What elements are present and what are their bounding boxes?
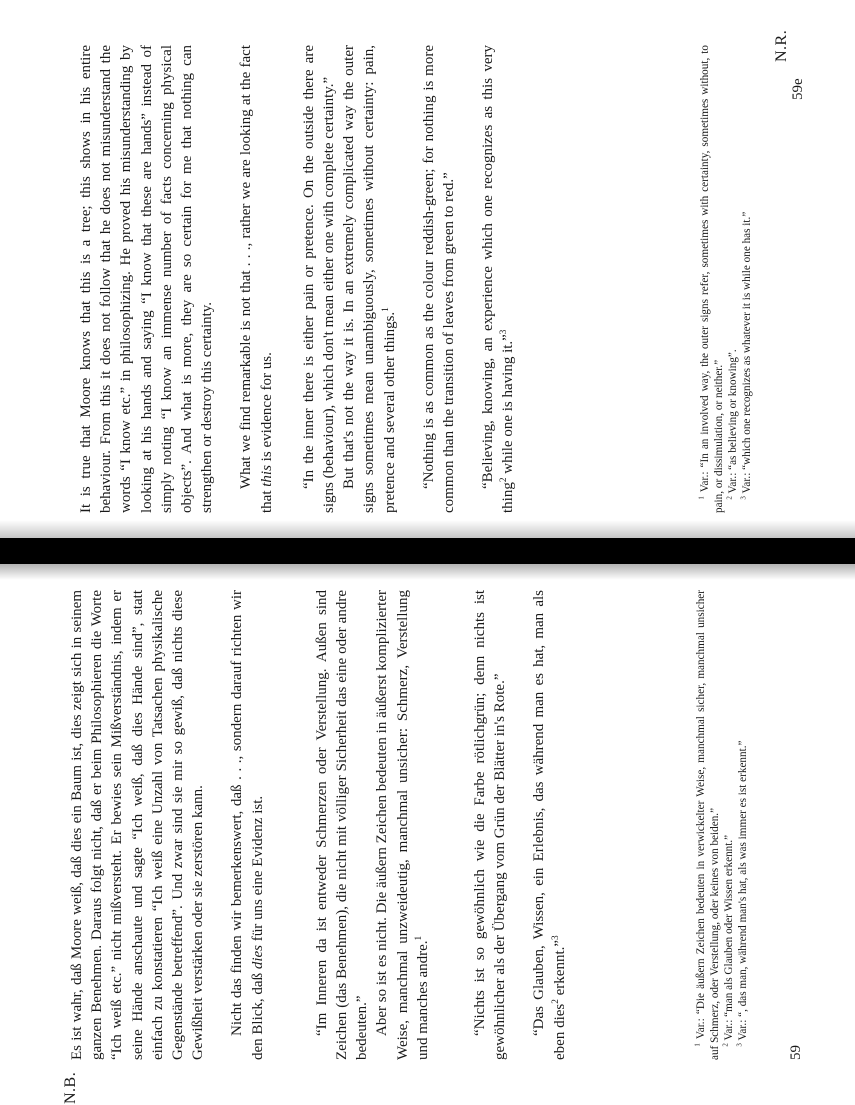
footnote-ref: 2 [499, 477, 510, 483]
english-page-number: 59e [790, 78, 806, 100]
german-footnote-2: $^2$ Var.: “man als Glauben oder Wissen erkennt.” [721, 834, 735, 1047]
german-paragraph-1: Es ist wahr, daß Moore weiß, daß dies ein Baum ist, dies zeigt sich in seinem ganzen Benehmen. Daraus folgt nicht, daß er beim Philosophieren die Worte “Ich weiß etc.” nicht mißversteht. Er bewies sein Mißverständnis, indem er seine Hände anschaute und sagte “Ich weiß, daß dies Hände sind”, statt einfach zu konstatieren “Ich weiß eine Unzahl von Tatsachen physikalische Gegenstände betreffend”. Und zwar sind sie mir so gewiß, daß nichts diese Gewißheit verstärken oder sie zerstören kann. [69, 590, 207, 1060]
english-paragraph-3: “In the inner there is either pain or pretence. On the outside there are signs (behaviour), which don't mean either one with complete certainty.” [300, 45, 338, 513]
german-margin-marker: N.B. [62, 1071, 79, 1104]
footnote-ref: 1 [380, 307, 391, 312]
english-paragraph-4: But that's not the way it is. In an extremely complicated way the outer signs sometimes mean unambiguously, sometimes without certainty: pain, pretence and several other things.$^1$ [341, 45, 398, 513]
english-paragraph-5: “Nothing is as common as the colour reddish-green; for nothing is more common than the transition of leaves from green to red.” [420, 45, 458, 513]
footnote-ref: 3 [499, 329, 510, 335]
german-paragraph-4: Aber so ist es nicht. Die äußern Zeichen bedeuten in äußerst komplizierter Weise, manchmal unzweideutig, manchmal unsicher: Schmerz, Verstellung und manches andre.$^1$ [374, 590, 431, 1060]
german-paragraph-5: “Nichts ist so gewöhnlich wie die Farbe rötlichgrün; denn nichts ist gewöhnlicher als der Übergang vom Grün der Blätter in's Rote.” [472, 590, 509, 1060]
german-footnotes [694, 590, 750, 1060]
gutter-shadow-bottom [0, 564, 855, 580]
gutter-shadow-top [0, 520, 855, 540]
footnote-ref: 2 [550, 999, 561, 1004]
english-paragraph-2: What we find remarkable is not that . . ., rather we are looking at the fact that this is evidence for us. [238, 45, 275, 513]
english-page-body [76, 45, 519, 513]
german-paragraph-2: Nicht das finden wir bemerkenswert, daß . . ., sondern darauf richten wir den Blick, daß dies für uns eine Evidenz ist. [229, 590, 266, 1060]
german-footnote-3: $^3$ Var.: “, das man, während man's hat, als was immer es ist erkennt.” [735, 740, 749, 1047]
english-paragraph-1: It is true that Moore knows that this is a tree; this shows in his entire behaviour. From this it does not follow that he does not misunderstand the words “I know etc.” in philosophizing. He proved his misunderstanding by looking at his hands and saying “I know that these are hands” instead of simply noting “I know an immense number of facts concerning physical objects”. And what is more, they are so certain for me that nothing can strengthen or destroy this certainty. [78, 45, 216, 513]
german-paragraph-3: “Im Inneren da ist entweder Schmerzen oder Verstellung. Außen sind Zeichen (das Benehmen), die nicht mit völliger Sicherheit das eine oder andre bedeuten.” [313, 590, 371, 1060]
english-paragraph-6: “Believing, knowing, an experience which one recognizes as this very thing$^2$ while one is having it.”$^3$ [480, 45, 517, 513]
german-footnote-1: $^1$ Var.: “Die äußern Zeichen bedeuten in verwickelter Weise, manchmal sicher, manchmal unsicher auf Schmerz, oder Verstellung, oder keines von beiden.” [693, 590, 721, 1060]
book-gutter [0, 538, 855, 564]
english-margin-marker: N.R. [773, 29, 790, 62]
english-footnote-3: $^3$ Var.: “which one recognizes as whatever it is while one has it.” [739, 211, 753, 500]
english-footnote-2: $^2$ Var.: “as believing or knowing”. [725, 349, 739, 500]
english-footnotes [698, 45, 754, 513]
german-page-number: 59 [788, 1045, 804, 1060]
footnote-ref: 1 [413, 935, 424, 941]
footnote-ref: 3 [550, 935, 561, 940]
english-footnote-1: $^1$ Var.: “In an involved way, the outer signs refer, sometimes with certainty, sometimes without, to pain, or dissimulation, or neither.” [697, 45, 725, 513]
german-page-body [67, 590, 570, 1060]
german-paragraph-6: “Das Glauben, Wissen, ein Erlebnis, das während man es hat, man als eben dies$^2$ erkennt.”$^3$ [531, 590, 568, 1060]
